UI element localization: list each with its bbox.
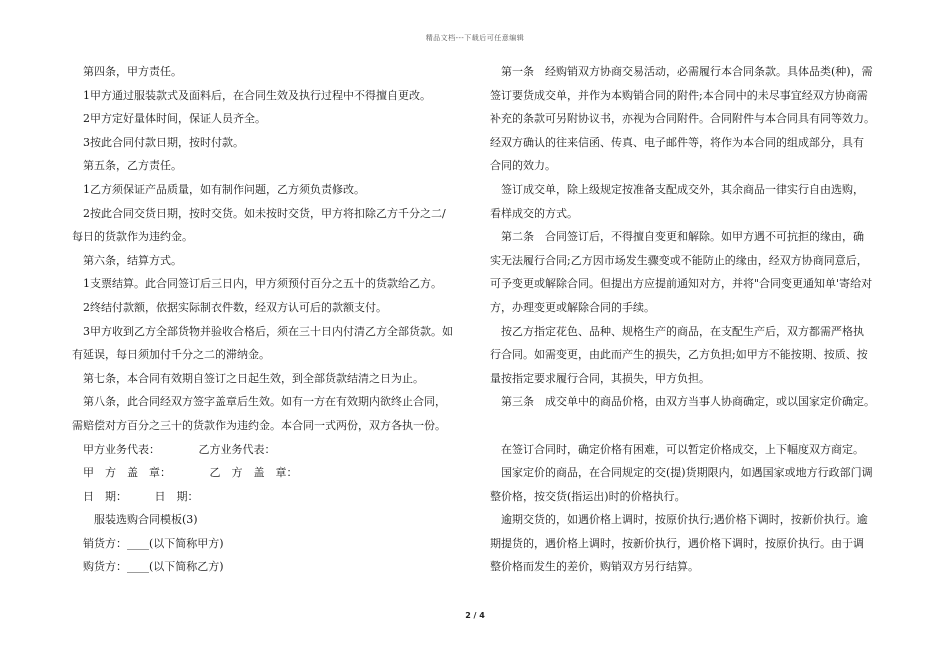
paragraph-line: 经双方确认的往来信函、传真、电子邮件等，将作为本合同的组成部分，具有 xyxy=(490,135,864,149)
party-line: 销货方：____(以下简称甲方) xyxy=(72,536,224,550)
paragraph-line: 签订成交单，除上级规定按准备支配成交外，其余商品一律实行自由选购， xyxy=(490,182,864,196)
paragraph-line: 第二条 合同签订后，不得擅自变更和解除。如甲方遇不可抗拒的缘由，确 xyxy=(490,230,864,244)
paragraph-line: 第八条，此合同经双方签字盖章后生效。如有一方在有效期内欲终止合同， xyxy=(72,395,446,409)
party-line: 购货方：____(以下简称乙方) xyxy=(72,560,224,574)
page-number: 2 / 4 xyxy=(465,611,485,620)
left-column xyxy=(72,60,452,579)
paragraph-line: 1甲方通过服装款式及面料后，在合同生效及执行过程中不得擅自更改。 xyxy=(72,88,431,102)
paragraph-line: 第四条，甲方责任。 xyxy=(72,65,182,78)
paragraph-line: 补充的条款可另附协议书，亦视为合同附件。合同附件与本合同具有同等效力。 xyxy=(490,112,875,126)
signature-line: 甲方业务代表： 乙方业务代表： xyxy=(72,442,276,456)
signature-line: 甲 方 盖 章： 乙 方 盖 章： xyxy=(72,466,298,480)
paragraph-line: 逾期交货的，如遇价格上调时，按原价执行;遇价格下调时，按新价执行。逾 xyxy=(490,513,868,527)
paragraph-line: 第六条，结算方式。 xyxy=(72,253,182,267)
paragraph-line: 3按此合同付款日期，按时付款。 xyxy=(72,135,244,149)
paragraph-line: 在签订合同时，确定价格有困难，可以暂定价格成交，上下幅度双方商定。 xyxy=(490,442,864,456)
paragraph-line: 1支票结算。此合同签订后三日内，甲方须预付百分之五十的货款给乙方。 xyxy=(72,277,442,291)
signature-line: 日 期： 日 期： xyxy=(72,489,199,503)
blank-line xyxy=(490,414,880,438)
section-title: 服装选购合同模板(3) xyxy=(72,513,198,527)
paragraph-line: 需赔偿对方百分之三十的货款作为违约金。本合同一式两份，双方各执一份。 xyxy=(72,418,446,432)
paragraph-line: 期提货的，遇价格上调时，按新价执行，遇价格下调时，按原价执行。由于调 xyxy=(490,536,864,550)
paragraph-line: 国家定价的商品，在合同规定的交(提)货期限内，如遇国家或地方行政部门调 xyxy=(490,466,873,480)
paragraph-line: 看样成交的方式。 xyxy=(490,206,578,220)
paragraph-line: 第三条 成交单中的商品价格，由双方当事人协商确定，或以国家定价确定。 xyxy=(490,395,875,409)
paragraph-line: 按乙方指定花色、品种、规格生产的商品，在支配生产后，双方都需严格执 xyxy=(490,324,864,338)
paragraph-line: 每日的货款作为违约金。 xyxy=(72,230,193,244)
page-header: 精品文档---下载后可任意编辑 xyxy=(425,34,525,42)
paragraph-line: 整价格而发生的差价，购销双方另行结算。 xyxy=(490,560,699,574)
paragraph-line: 3甲方收到乙方全部货物并验收合格后，须在三十日内付清乙方全部货款。如 xyxy=(72,324,453,338)
paragraph-line: 整价格，按交货(指运出)时的价格执行。 xyxy=(490,489,686,503)
paragraph-line: 行合同。如需变更，由此而产生的损失，乙方负担;如甲方不能按期、按质、按 xyxy=(490,348,868,362)
paragraph-line: 第一条 经购销双方协商交易活动，必需履行本合同条款。具体品类(种)，需 xyxy=(490,65,873,78)
paragraph-line: 实无法履行合同;乙方因市场发生骤变或不能防止的缘由，经双方协商同意后， xyxy=(490,253,868,267)
paragraph-line: 合同的效力。 xyxy=(490,159,556,173)
paragraph-line: 第五条，乙方责任。 xyxy=(72,159,182,173)
paragraph-line: 量按指定要求履行合同，其损失，甲方负担。 xyxy=(490,371,710,385)
paragraph-line: 2按此合同交货日期，按时交货。如未按时交货，甲方将扣除乙方千分之二/ xyxy=(72,206,446,220)
paragraph-line: 签订要货成交单，并作为本购销合同的附件;本合同中的未尽事宜经双方协商需 xyxy=(490,88,868,102)
paragraph-line: 方，办理变更或解除合同的手续。 xyxy=(490,300,655,314)
right-column xyxy=(490,60,880,579)
paragraph-line: 1乙方须保证产品质量，如有制作问题，乙方须负责修改。 xyxy=(72,182,365,196)
paragraph-line: 有延误，每日须加付千分之二的滞纳金。 xyxy=(72,348,270,362)
paragraph-line: 第七条，本合同有效期自签订之日起生效，到全部货款结清之日为止。 xyxy=(72,371,424,385)
paragraph-line: 可予变更或解除合同。但提出方应提前通知对方，并将"合同变更通知单'寄给对 xyxy=(490,277,873,291)
paragraph-line: 2甲方定好量体时间，保证人员齐全。 xyxy=(72,112,266,126)
paragraph-line: 2终结付款额，依据实际制衣件数，经双方认可后的款额支付。 xyxy=(72,300,387,314)
